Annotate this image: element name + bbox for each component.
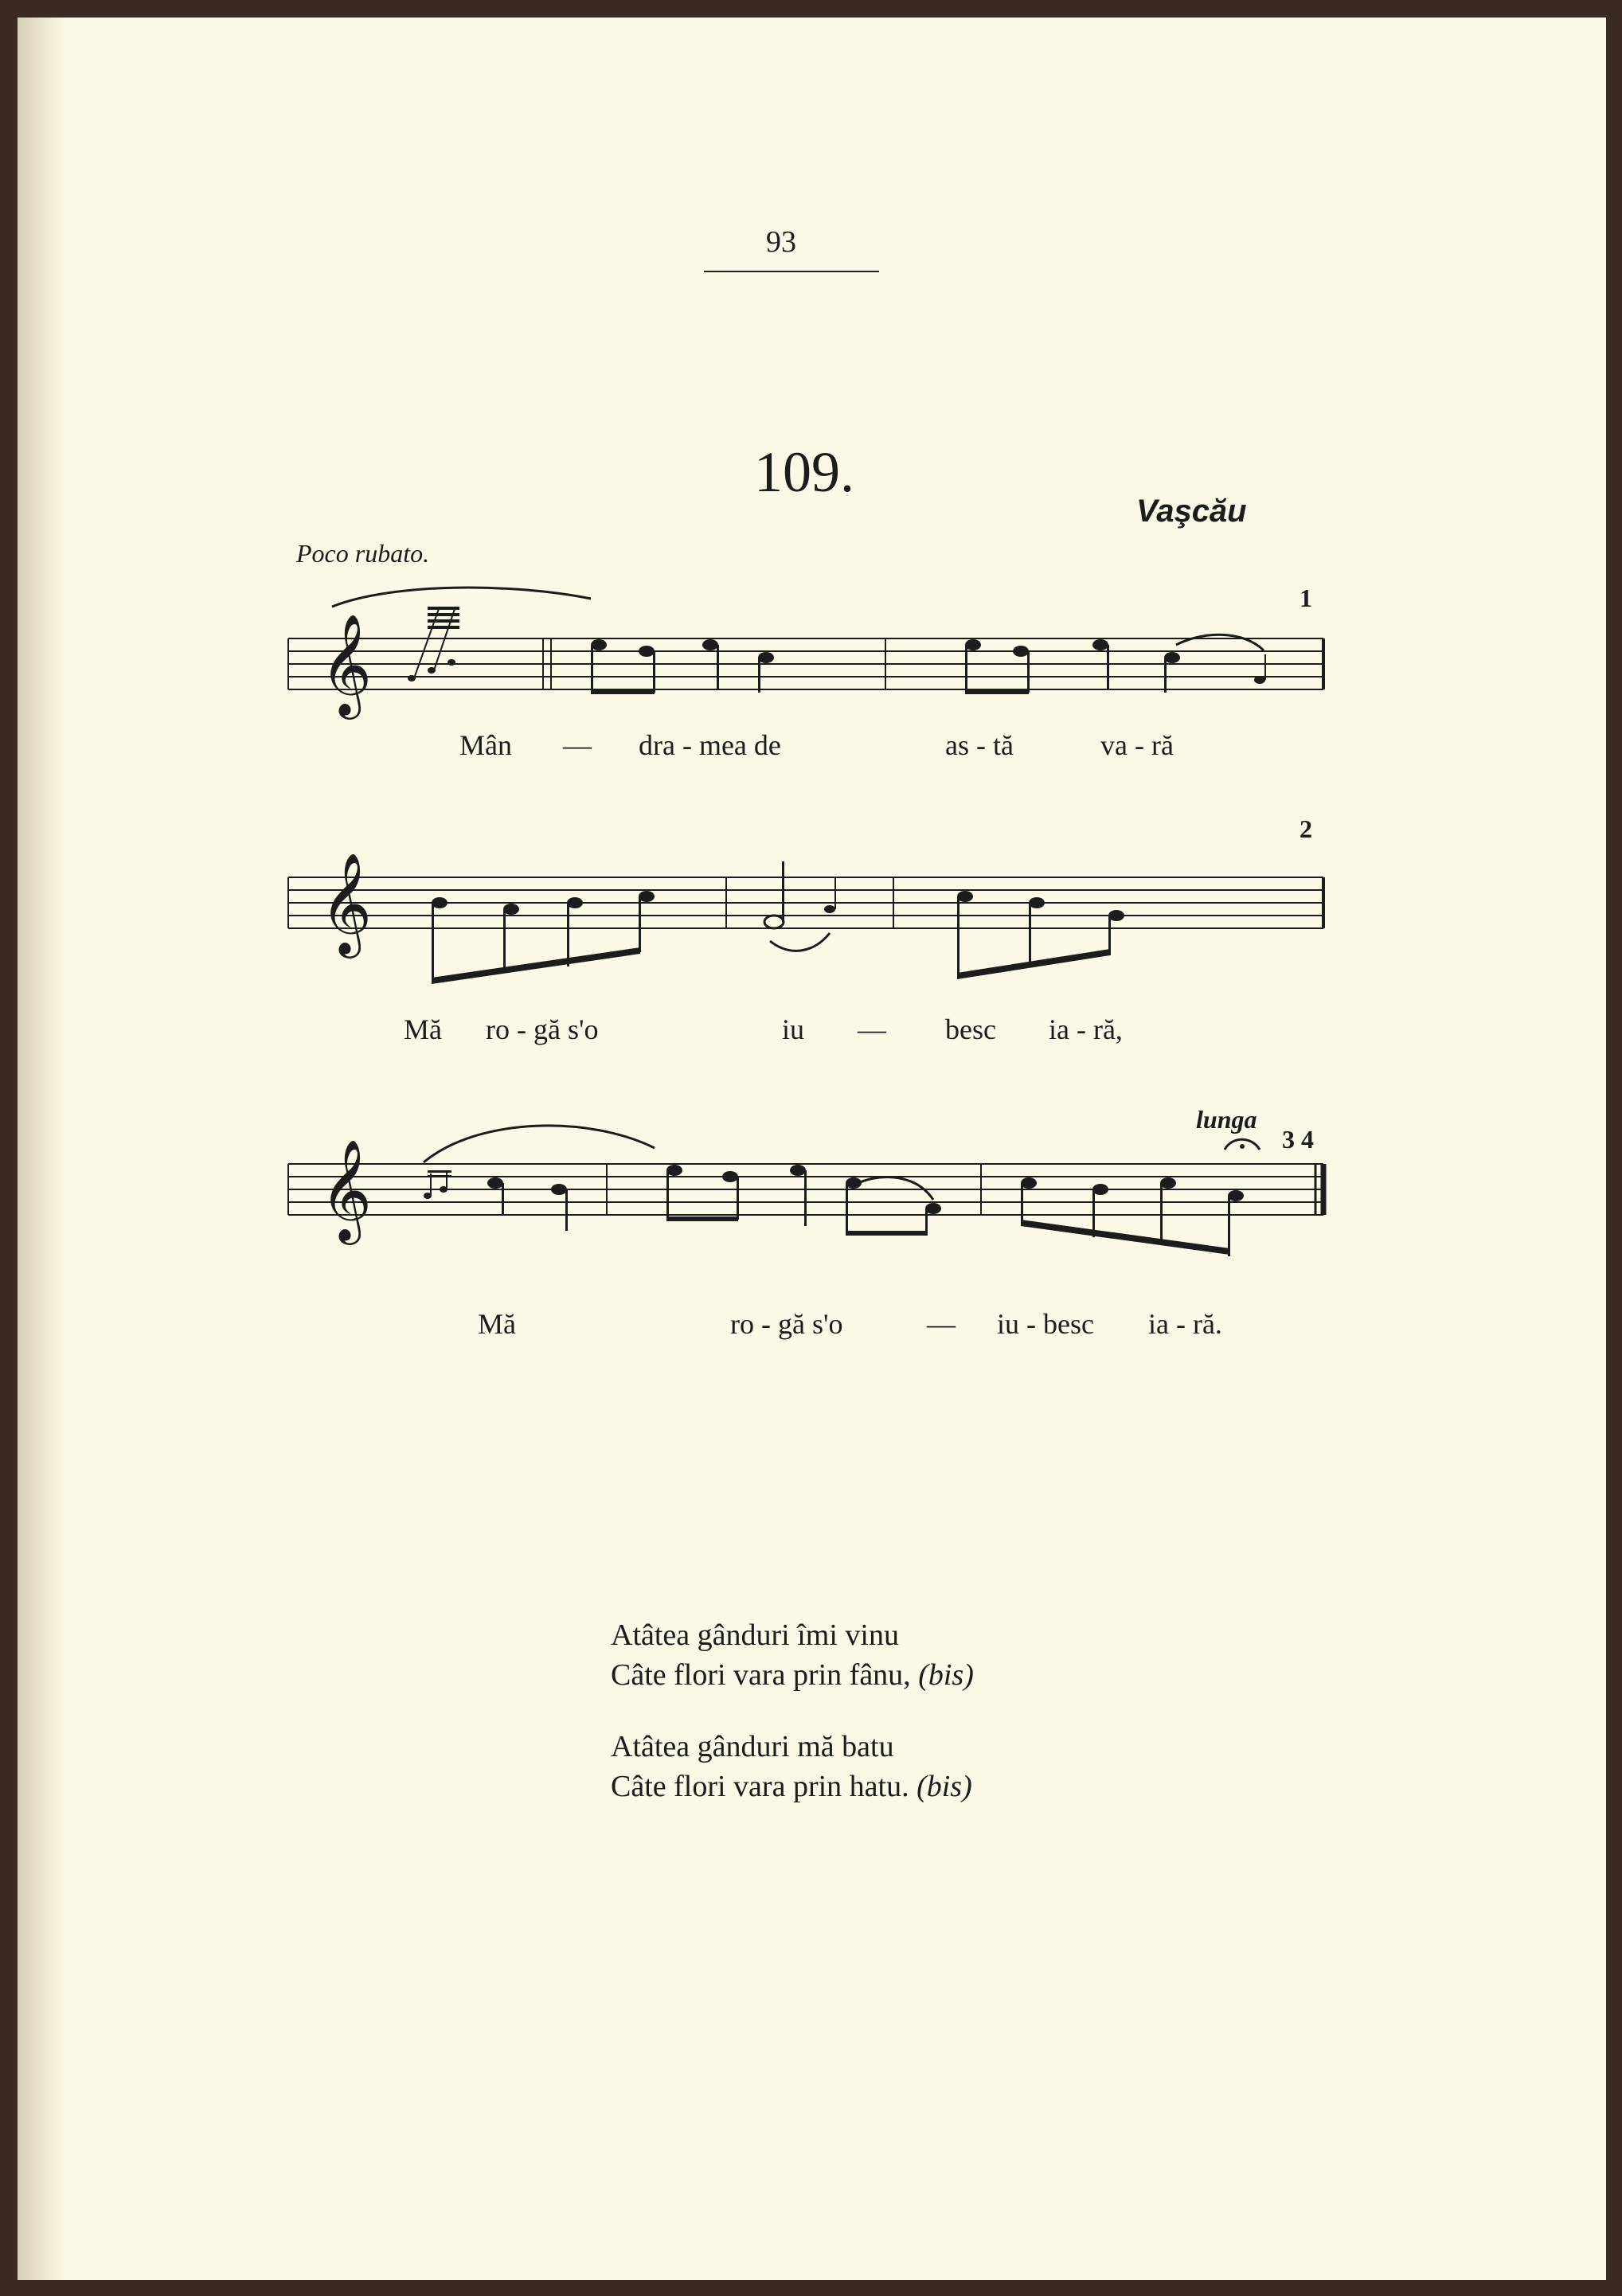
lyric-2-1: Mă — [404, 1013, 442, 1045]
lyric-1-3: dra - mea de — [639, 729, 781, 761]
lyric-3-2: ro - gă s'o — [730, 1308, 843, 1340]
line-2-end-label: 2 — [1300, 814, 1312, 843]
svg-text:𝄞: 𝄞 — [320, 1138, 373, 1240]
verse-1-line-2-text: Câte flori vara prin fânu, — [611, 1658, 911, 1692]
lyric-1-1: Mân — [459, 729, 512, 761]
page-number: 93 — [766, 225, 796, 259]
page-number-rule — [704, 271, 879, 272]
lyric-3-3: — — [927, 1308, 956, 1340]
lyric-2-6: ia - ră, — [1049, 1013, 1123, 1045]
lyric-3-1: Mă — [478, 1308, 516, 1340]
lyric-2-3: iu — [782, 1013, 805, 1045]
verse-2-repeat: (bis) — [917, 1770, 972, 1803]
verse-2-line-2-text: Câte flori vara prin hatu. — [611, 1770, 909, 1803]
verse-1-repeat: (bis) — [918, 1658, 974, 1692]
tempo-marking: Poco rubato. — [296, 539, 430, 568]
line-1-end-label: 1 — [1300, 584, 1312, 612]
lyric-1-4: as - tă — [945, 729, 1014, 761]
lyric-3-4: iu - besc — [997, 1308, 1094, 1340]
music-staff-1 — [272, 575, 1339, 750]
lunga-direction: lunga — [1196, 1105, 1257, 1134]
music-staff-2 — [272, 814, 1339, 1021]
verse-2-line-1: Atâtea gânduri mă batu — [611, 1730, 894, 1763]
verse-2-line-2 — [611, 1769, 972, 1804]
verse-1-line-1: Atâtea gânduri îmi vinu — [611, 1619, 899, 1652]
lyric-2-4: — — [858, 1013, 886, 1045]
lyric-2-2: ro - gă s'o — [486, 1013, 599, 1045]
page-gutter-shadow — [18, 18, 65, 2280]
svg-text:𝄞: 𝄞 — [320, 852, 373, 954]
lyric-3-5: ia - ră. — [1148, 1308, 1222, 1340]
line-3-end-label: 3 4 — [1282, 1125, 1314, 1154]
verse-1-line-2 — [611, 1658, 974, 1693]
lyric-1-2: — — [563, 729, 592, 761]
book-page — [18, 18, 1606, 2280]
lyric-2-5: besc — [945, 1013, 996, 1045]
lyric-1-5: va - ră — [1100, 729, 1174, 761]
svg-text:𝄞: 𝄞 — [320, 613, 373, 715]
song-region: Vaşcău — [1136, 494, 1247, 529]
music-staff-3 — [272, 1100, 1339, 1291]
song-number: 109. — [754, 440, 854, 504]
